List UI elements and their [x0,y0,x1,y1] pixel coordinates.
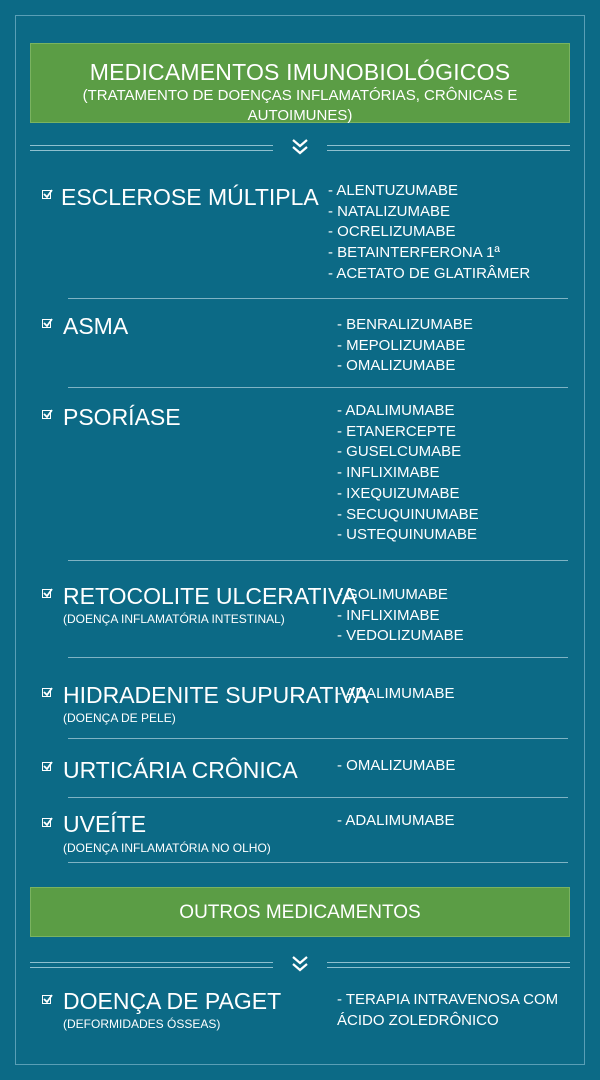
header-banner [30,43,570,123]
disease-note: (DOENÇA DE PELE) [63,711,176,725]
disease-note: (DEFORMIDADES ÓSSEAS) [63,1017,221,1031]
checkbox-icon [42,995,51,1004]
checkbox-icon [42,410,51,419]
medication-item: - IXEQUIZUMABE [337,484,460,502]
medication-item: - ALENTUZUMABE [328,182,459,199]
medication-list [337,684,455,705]
separator-line [68,657,568,658]
medication-item: - ADALIMUMABE [337,402,455,419]
medication-item: - MEPOLIZUMABE [337,336,466,354]
medication-item: - GUSELCUMABE [337,443,462,461]
checkbox-icon [42,319,51,328]
medication-item: - ACETATO DE GLATIRÂMER [328,264,531,282]
header-title: MEDICAMENTOS IMUNOBIOLÓGICOS [89,59,511,85]
divider-line-right [327,145,570,151]
checkbox-icon [42,190,51,199]
medication-item: ÁCIDO ZOLEDRÔNICO [337,1011,499,1029]
medication-item: - USTEQUINUMABE [337,526,478,544]
separator-line [68,298,568,299]
disease-name: DOENÇA DE PAGET [63,988,282,1014]
medication-item: - OMALIZUMABE [337,357,456,375]
disease-name: ESCLEROSE MÚLTIPLA [61,184,319,210]
disease-name: HIDRADENITE SUPURATIVA [63,682,369,708]
medication-list [337,315,473,377]
other-medications-title: OUTROS MEDICAMENTOS [179,902,421,923]
medication-item: - BENRALIZUMABE [337,316,473,333]
medication-item: - OMALIZUMABE [337,757,456,774]
disease-name: UVEÍTE [63,811,147,837]
divider-line-left [30,145,273,151]
divider-line-right [327,962,570,968]
medication-item: - GOLIMUMABE [337,586,448,603]
separator-line [68,560,568,561]
divider-line-left [30,962,273,968]
section-divider [30,958,570,978]
medication-item: - ETANERCEPTE [337,422,456,440]
checkbox-icon [42,688,51,697]
disease-name: ASMA [63,313,129,339]
medication-item: - OCRELIZUMABE [328,223,456,241]
medication-item: - ADALIMUMABE [337,812,455,829]
double-chevron-down-icon [288,954,312,974]
medication-list [337,756,455,777]
medication-item: - BETAINTERFERONA 1ª [328,244,500,262]
medication-item: - ADALIMUMABE [337,685,455,702]
checkbox-icon [42,762,51,771]
medication-item: - NATALIZUMABE [328,202,450,220]
separator-line [68,387,568,388]
section-divider [30,141,570,161]
medication-list [337,585,464,647]
medication-item: - INFLIXIMABE [337,464,440,482]
medication-item: - VEDOLIZUMABE [337,627,464,645]
separator-line [68,862,568,863]
other-medications-banner [30,887,570,937]
checkbox-icon [42,589,51,598]
double-chevron-down-icon [288,137,312,157]
disease-note: (DOENÇA INFLAMATÓRIA NO OLHO) [63,841,271,855]
disease-note: (DOENÇA INFLAMATÓRIA INTESTINAL) [63,612,285,626]
medication-list [337,811,455,832]
separator-line [68,797,568,798]
medication-item: - TERAPIA INTRAVENOSA COM [337,991,559,1008]
disease-name: URTICÁRIA CRÔNICA [63,757,298,783]
medication-item: - SECUQUINUMABE [337,505,479,523]
medication-item: - INFLIXIMABE [337,606,440,624]
header-subtitle: (TRATAMENTO DE DOENÇAS INFLAMATÓRIAS, CRÔNICAS E AUTOIMUNES) [82,87,518,124]
disease-name: RETOCOLITE ULCERATIVA [63,583,357,609]
disease-name: PSORÍASE [63,404,181,430]
medication-list [337,990,558,1031]
medication-list [328,181,530,285]
medication-list [337,401,479,546]
separator-line [68,738,568,739]
checkbox-icon [42,818,51,827]
